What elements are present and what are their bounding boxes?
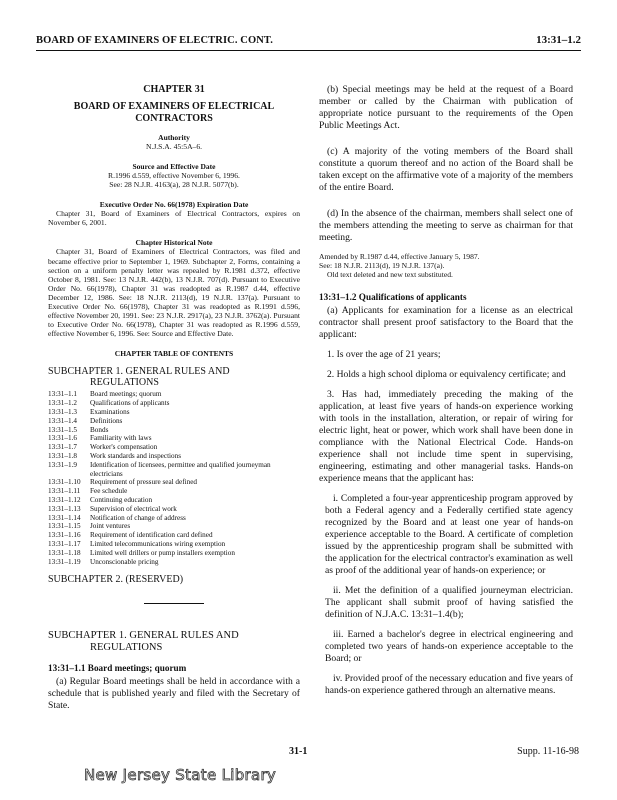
- chapter-number: CHAPTER 31: [143, 84, 205, 95]
- toc-entry-number: 13:31–1.17: [48, 539, 81, 548]
- toc-entry-title: Requirement of identification card defined: [90, 531, 213, 540]
- header-title: BOARD OF EXAMINERS OF ELECTRIC. CONT.: [36, 35, 273, 46]
- chapter-title-line2: CONTRACTORS: [135, 113, 213, 124]
- toc-entry-number: 13:31–1.19: [48, 557, 81, 566]
- exec-order-heading: Executive Order No. 66(1978) Expiration Date: [99, 200, 249, 210]
- toc-entry-title: Qualifications of applicants: [90, 399, 170, 408]
- toc-entry-title: Limited well drillers or pump installers exemption: [90, 548, 235, 557]
- library-stamp: New Jersey State Library: [84, 766, 277, 784]
- toc-subchapter1-line2: REGULATIONS: [90, 377, 159, 389]
- toc-heading: CHAPTER TABLE OF CONTENTS: [114, 349, 234, 359]
- toc-entry: [48, 452, 300, 461]
- toc-entry-number: 13:31–1.4: [48, 416, 77, 425]
- toc-entry-number: 13:31–1.6: [48, 434, 77, 443]
- authority-block: [48, 133, 300, 151]
- exec-order-text: Chapter 31, Board of Examiners of Electrical Contractors, expires on November 6, 2001.: [48, 209, 300, 228]
- list-item-3-iv: iv. Provided proof of the necessary education and five years of hands-on experience gathered through an alternative means.: [325, 673, 573, 697]
- section-1-2-paragraph-a: (a) Applicants for examination for a license as an electrical contractor shall present proof satisfactory to the Board that the applicant:: [319, 305, 573, 341]
- toc-entry-number: 13:31–1.11: [48, 487, 81, 496]
- section-1-2-heading: 13:31–1.2 Qualifications of applicants: [319, 292, 467, 303]
- toc-entry-title: Requirement of pressure seal defined: [90, 478, 197, 487]
- chapter-title: [48, 101, 300, 125]
- toc-entry: [48, 540, 300, 549]
- toc-entry: [48, 399, 300, 408]
- list-item-3-ii: ii. Met the definition of a qualified journeyman electrician. The applicant shall submit proof of having satisfied the definition of N.J.A.C. 13:31–1.4(b);: [325, 585, 573, 621]
- toc-entry-title: Worker's compensation: [90, 443, 158, 452]
- section-1-1-paragraph-c: (c) A majority of the voting members of the Board shall constitute a quorum thereof and no action of the Board shall be taken except on the affirmative vote of a majority of the members of the entire Board.: [319, 146, 573, 193]
- toc-entry: [48, 549, 300, 558]
- toc-entry-title: Identification of licensees, permittee and qualified journeyman electricians: [90, 460, 271, 478]
- toc-entry-number: 13:31–1.5: [48, 425, 77, 434]
- toc-entry: [48, 487, 300, 496]
- toc-entry-number: 13:31–1.2: [48, 399, 77, 408]
- toc-entry-number: 13:31–1.7: [48, 443, 77, 452]
- source-line2: See: 28 N.J.R. 4163(a), 28 N.J.R. 5077(b).: [109, 180, 239, 190]
- toc-entry-number: 13:31–1.18: [48, 548, 81, 557]
- toc-entry-number: 13:31–1.14: [48, 513, 81, 522]
- toc-subchapter2: SUBCHAPTER 2. (RESERVED): [48, 574, 184, 586]
- toc-entry: [48, 390, 300, 399]
- history-block: [48, 238, 300, 338]
- toc-entry-title: Board meetings; quorum: [90, 390, 162, 399]
- toc-entry-title: Bonds: [90, 425, 109, 434]
- exec-order-block: [48, 200, 300, 227]
- toc-entry: [48, 505, 300, 514]
- amendment-note: [319, 252, 573, 279]
- toc-entry-number: 13:31–1.13: [48, 504, 81, 513]
- toc-entry: [48, 443, 300, 452]
- toc-entry-number: 13:31–1.9: [48, 460, 77, 469]
- toc-entry-number: 13:31–1.12: [48, 495, 81, 504]
- toc-entry-title: Joint ventures: [90, 522, 131, 531]
- toc-entry-title: Unconscionable pricing: [90, 557, 159, 566]
- amendment-line1: Amended by R.1987 d.44, effective January 5, 1987.: [319, 252, 480, 261]
- authority-heading: Authority: [158, 133, 190, 142]
- source-heading: Source and Effective Date: [132, 162, 216, 172]
- toc-entry: [48, 496, 300, 505]
- history-heading: Chapter Historical Note: [135, 238, 213, 248]
- source-block: [48, 162, 300, 189]
- toc-entry-title: Continuing education: [90, 495, 153, 504]
- body-subchapter1-heading: [48, 630, 300, 654]
- list-item-3: 3. Has had, immediately preceding the making of the application, at least five years of hands-on experience working with tools in the installation, alteration, or repair of wiring for electric light, heat or power, which work shall have been done in compliance with the National Electrical Code. Hands-on experience shall not include time spent in supervising, engineering, estimating and other managerial tasks. Hands-on experience means that the applicant has:: [319, 389, 573, 485]
- toc-entry-number: 13:31–1.10: [48, 478, 81, 487]
- toc-entry: [48, 417, 300, 426]
- toc-entry-number: 13:31–1.15: [48, 522, 81, 531]
- list-item-3-i: i. Completed a four-year apprenticeship program approved by both a Federal agency and a Federally certified state agency recognized by the Board and at least one year of hands-on experience acceptable to the Board. A certificate of completion issued by the apprenticeship program shall be submitted with the application for the electrical contractor's examination as well as proof of the additional year of hands-on experience; or: [325, 493, 573, 577]
- toc-entry: [48, 514, 300, 523]
- running-header: [36, 34, 581, 51]
- toc-entry-number: 13:31–1.3: [48, 408, 77, 416]
- chapter-title-line1: BOARD OF EXAMINERS OF ELECTRICAL: [73, 101, 275, 112]
- toc-entry-number: 13:31–1.1: [48, 390, 77, 399]
- amendment-line3: Old text deleted and new text substituted.: [327, 270, 453, 280]
- section-1-1-paragraph-b: (b) Special meetings may be held at the request of a Board member or called by the Chairman with publication of appropriate notice pursuant to the requirements of the Open Public Meetings Act.: [319, 84, 573, 131]
- toc-subchapter1: [48, 366, 300, 388]
- body-subchapter1-line1: SUBCHAPTER 1. GENERAL RULES AND: [48, 630, 239, 642]
- toc-entry-number: 13:31–1.16: [48, 531, 81, 540]
- source-line1: R.1996 d.559, effective November 6, 1996.: [108, 171, 240, 181]
- toc-entry: [48, 558, 300, 567]
- section-1-1-heading: 13:31–1.1 Board meetings; quorum: [48, 663, 187, 674]
- toc-entry-title: Definitions: [90, 416, 123, 425]
- toc-entry-number: 13:31–1.8: [48, 451, 77, 460]
- list-item-1: 1. Is over the age of 21 years;: [327, 349, 441, 361]
- toc-entry: [48, 531, 300, 540]
- supplement-date: Supp. 11-16-98: [517, 746, 579, 757]
- amendment-line2: See: 18 N.J.R. 2113(d), 19 N.J.R. 137(a).: [319, 261, 445, 271]
- toc-entry: [48, 522, 300, 531]
- toc-subchapter1-line1: SUBCHAPTER 1. GENERAL RULES AND: [48, 366, 230, 378]
- body-subchapter1-line2: REGULATIONS: [90, 642, 163, 654]
- toc-entry-title: Work standards and inspections: [90, 451, 182, 460]
- toc-entry: [48, 461, 300, 479]
- toc-entry-title: Limited telecommunications wiring exemption: [90, 539, 226, 548]
- toc-list: [48, 390, 300, 566]
- toc-entry: [48, 426, 300, 435]
- history-text: Chapter 31, Board of Examiners of Electrical Contractors, was filed and became effective prior to September 1, 1969. Subchapter 2, Forms, containing a section on a uniform penalty letter was repealed by R.1981 d.372, effective October 8, 1981. See: 13 N.J.R. 442(b), 13 N.J.R. 707(d). Pursuant to Executive Order No. 66(1978), Chapter 31 was readopted as R.1987 d.44, effective December 12, 1986. See: 18 N.J.R. 2113(d), 19 N.J.R. 137(a). Pursuant to Executive Order No. 66(1978), Chapter 31 was readopted as R.1991 d.596, effective November 20, 1991. See: 23 N.J.R. 2917(a), 23 N.J.R. 3762(a). Pursuant to Executive Order No. 66(1978), Chapter 31 was readopted as R.1996 d.559, effective November 6, 1996. See: Source and Effective Date.: [48, 247, 300, 339]
- left-column: [48, 84, 300, 720]
- toc-entry-title: Familiarity with laws: [90, 434, 152, 443]
- toc-entry-title: Fee schedule: [90, 487, 128, 496]
- list-item-2: 2. Holds a high school diploma or equivalency certificate; and: [327, 369, 566, 381]
- toc-entry: [48, 408, 300, 417]
- right-column: [319, 84, 573, 705]
- section-divider: [144, 603, 204, 604]
- toc-entry-title: Notification of change of address: [90, 513, 186, 522]
- toc-entry: [48, 434, 300, 443]
- authority-text: N.J.S.A. 45:5A–6.: [145, 142, 203, 151]
- list-item-3-iii: iii. Earned a bachelor's degree in electrical engineering and completed two years of hands-on experience acceptable to the Board; or: [325, 629, 573, 665]
- header-section: 13:31–1.2: [536, 34, 581, 46]
- page-number: 31-1: [289, 746, 308, 757]
- section-1-1-paragraph-a: (a) Regular Board meetings shall be held in accordance with a schedule that is published yearly and filed with the Secretary of State.: [48, 676, 300, 712]
- toc-entry: [48, 478, 300, 487]
- section-1-1-paragraph-d: (d) In the absence of the chairman, members shall select one of the members attending the meeting to serve as chairman for that meeting.: [319, 208, 573, 243]
- toc-entry-title: Supervision of electrical work: [90, 504, 177, 513]
- toc-entry-title: Examinations: [90, 408, 130, 416]
